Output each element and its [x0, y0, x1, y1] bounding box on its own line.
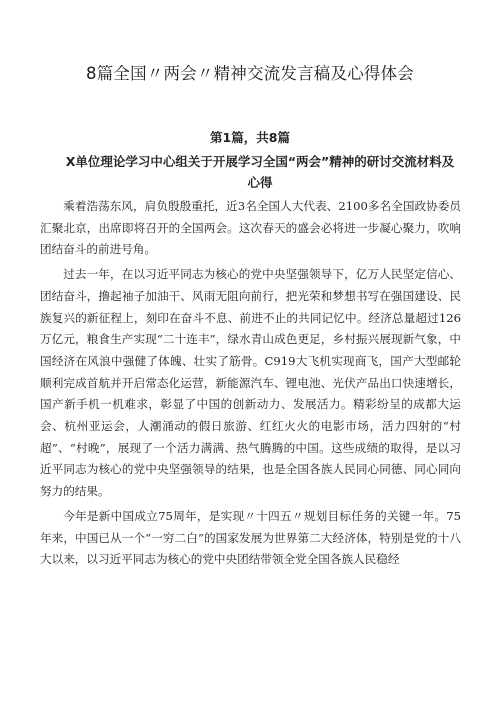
paragraph: 乘着浩荡东风，肩负殷殷重托，近3名全国人大代表、2100多名全国政协委员汇聚北京，出席即将召开的全国两会。这次春天的盛会必将进一步凝心聚力，吹响团结奋斗的前进号角。: [40, 199, 461, 257]
article-title: X单位理论学习中心组关于开展学习全国“两会”精神的研讨交流材料及心得: [65, 154, 455, 190]
paragraph: 今年是新中国成立75周年，是实现〃十四五〃规划目标任务的关键一年。75年来，中国已从一个“一穷二白”的国家发展为世界第二大经济体，特别是党的十八大以来，以习近平同志为核心的党中央团结带领全党全国各族人民稳经: [40, 508, 461, 567]
article-body: [40, 196, 461, 574]
paragraph: 过去一年，在以习近平同志为核心的党中央坚强领导下，亿万人民坚定信心、团结奋斗，撸起袖子加油干、风雨无阻向前行，把光荣和梦想书写在强国建设、民族复兴的新征程上，刻印在奋斗不息、前进不止的共同记忆中。经济总量超过126万亿元，粮食生产实现“二十连丰”，绿水青山成色更足，乡村振兴展现新气象，中国经济在风浪中强健了体魄、壮实了筋骨。C919大飞机实现商飞，国产大型邮轮顺利完成首航并开启常态化运营，新能源汽车、锂电池、光伏产品出口快速增长，国产新手机一机难求，彰显了中国的创新动力、发展活力。精彩纷呈的成都大运会、杭州亚运会，人潮涌动的假日旅游、红红火火的电影市场，活力四射的“村超”、“村晚”，展现了一个活力满满、热气腾腾的中国。这些成绩的取得，是以习近平同志为核心的党中央坚强领导的结果，也是全国各族人民同心同德、同心同向努力的结果。: [40, 267, 461, 499]
document-title: 8篇全国〃两会〃精神交流发言稿及心得体会: [86, 64, 414, 83]
part-label: 第1篇，共8篇: [210, 130, 290, 145]
